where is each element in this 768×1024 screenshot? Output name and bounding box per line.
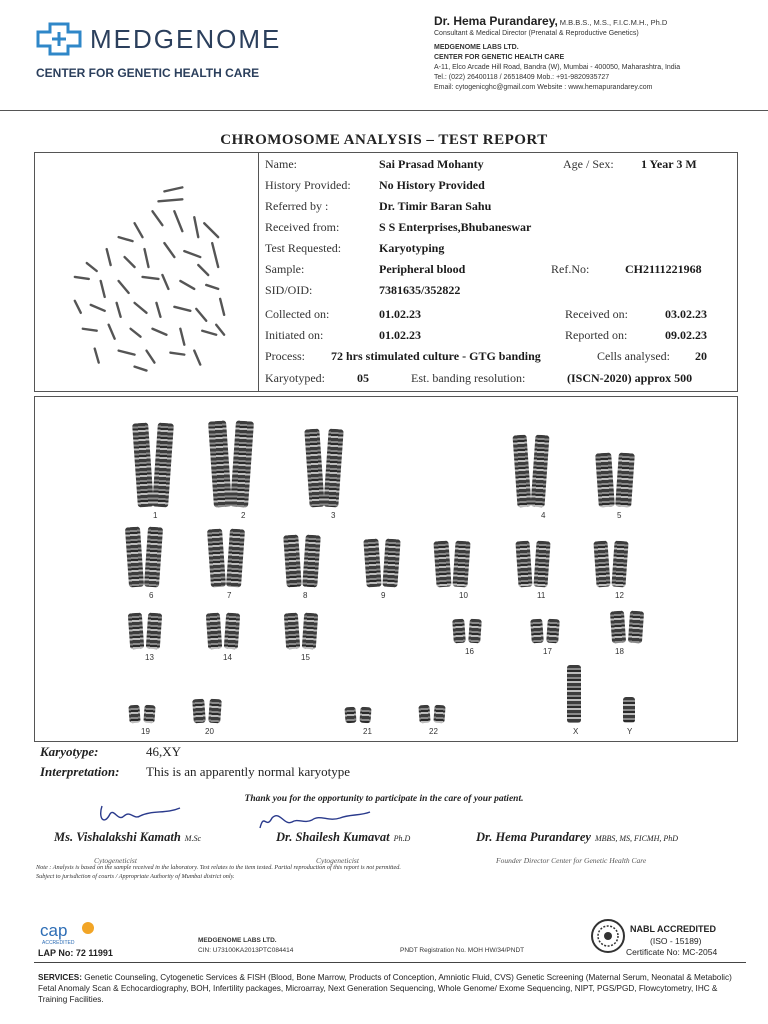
chromosome-label: 5 [617,511,622,520]
footer-cin: CIN: U73100KA2013PTC084414 [198,947,294,954]
chromosome-label: 12 [615,591,624,600]
chromosome-10a [433,541,451,588]
banding-label: Est. banding resolution: [411,371,526,385]
chromosome-12b [611,541,628,588]
chromosome-pair-13 [129,613,161,649]
footer-lab-name: MEDGENOME LABS LTD. [198,937,277,944]
chromosome-pair-19 [129,705,155,723]
initiated-value: 01.02.23 [379,328,421,342]
chromosome-6a [125,527,144,588]
chromosome-16b [468,619,482,644]
chromosome-label: 9 [381,591,386,600]
history-value: No History Provided [379,178,485,192]
lab-name: MEDGENOME LABS LTD. [434,44,519,51]
chromosome-label: 7 [227,591,232,600]
chromosome-8b [302,535,321,588]
letterhead [0,0,768,100]
nabl-seal-icon [590,918,626,954]
karyotype-label: Karyotype: [40,744,99,759]
chromosome-11b [533,541,550,588]
lab-telephone: Tel.: (022) 26400118 / 26518409 Mob.: +91-9820935727 [434,74,610,81]
received-from-value: S S Enterprises,Bhubaneswar [379,220,532,234]
chromosome-label: Y [627,727,633,736]
signatory-purandarey: Dr. Hema Purandarey MBBS, MS, FICMH, PhD Founder Director Center for Genetic Health Care [476,830,679,865]
chromosome-pair-17 [531,619,559,643]
chromosome-pair-15 [285,613,317,649]
doctor-name: Dr. Hema Purandarey, [434,14,558,28]
chromosome-12a [593,541,610,588]
test-label: Test Requested: [265,241,342,255]
cap-accredited-logo-icon [38,918,98,946]
chromosome-4b [531,435,550,508]
doctor-role: Consultant & Medical Director (Prenatal & Reproductive Genetics) [434,30,639,37]
chromosome-17a [530,619,544,644]
chromosome-label: 21 [363,727,372,736]
chromosome-pair-11 [517,541,549,587]
chromosome-label: X [573,727,579,736]
chromosome-label: 3 [331,511,336,520]
chromosome-3a [304,429,324,508]
chromosome-label: 6 [149,591,154,600]
chromosome-13b [146,613,162,650]
chromosome-6b [144,527,163,588]
chromosome-label: 2 [241,511,246,520]
reported-value: 09.02.23 [665,328,707,342]
referred-value: Dr. Timir Baran Sahu [379,199,492,213]
doctor-block [434,16,754,93]
chromosome-label: 17 [543,647,552,656]
process-value: 72 hrs stimulated culture - GTG banding [331,349,541,363]
chromosome-22b [433,705,445,724]
chromosome-pair-21 [345,707,371,723]
chromosome-22a [418,705,430,724]
chromosome-label: 19 [141,727,150,736]
chromosome-pair-3 [307,429,341,507]
chromosome-pair-4 [515,435,547,507]
patient-info-box [34,152,738,392]
report-note: Note : Analysis is based on the sample received in the laboratory. Test relates to the item tested. Partial reproduction of this report is not permitted. Subject to jurisdiction of courts / Appropriate Authority of Mumbai district only. [36,864,401,880]
chromosome-2b [230,420,254,507]
chromosome-label: 18 [615,647,624,656]
signatory-kumavat: Dr. Shailesh Kumavat Ph.D Cytogeneticist [276,830,411,865]
chromosome-X [567,665,581,723]
banding-value: (ISCN-2020) approx 500 [567,371,693,385]
sample-label: Sample: [265,262,305,276]
received-on-label: Received on: [565,307,628,321]
chromosome-21a [344,707,356,724]
received-from-label: Received from: [265,220,340,234]
nabl-title: NABL ACCREDITED [630,924,717,934]
report-title: CHROMOSOME ANALYSIS – TEST REPORT [220,132,548,148]
sid-value: 7381635/352822 [379,283,461,297]
chromosome-13a [128,613,144,650]
chromosome-21b [359,707,371,724]
chromosome-9b [382,539,400,588]
chromosome-pair-20 [193,699,221,723]
signature-kamath-image [96,802,186,828]
lab-address: A-11, Elco Arcade Hill Road, Bandra (W), Mumbai - 400050, Maharashtra, India [434,64,681,71]
svg-text:cap: cap [40,921,68,940]
chromosome-17b [546,619,560,644]
process-label: Process: [265,349,305,363]
sid-label: SID/OID: [265,283,313,297]
chromosome-pair-10 [435,541,469,587]
chromosome-label: 1 [153,511,158,520]
ref-value: CH2111221968 [625,262,702,276]
logo-name: MEDGENOME [90,24,282,54]
svg-text:ACCREDITED: ACCREDITED [42,940,75,946]
patient-name: Sai Prasad Mohanty [379,157,484,171]
chromosome-15b [302,613,318,650]
chromosome-label: 20 [205,727,214,736]
interpretation-label: Interpretation: [40,764,120,779]
chromosome-pair-2 [211,421,251,507]
chromosome-19b [143,705,155,724]
chromosome-1b [152,423,174,508]
footer-divider [34,962,746,963]
chromosome-pair-22 [419,705,445,723]
interpretation-value: This is an apparently normal karyotype [146,764,350,779]
chromosome-7a [207,529,226,588]
lab-email: Email: cytogenicghc@gmail.com Website : www.hemapurandarey.com [434,84,653,91]
chromosome-pair-7 [209,529,243,587]
doctor-qualifications: M.B.B.S., M.S., F.I.C.M.H., Ph.D [559,18,668,27]
chromosome-5b [615,453,635,508]
chromosome-7b [226,529,245,588]
chromosome-pair-9 [365,539,399,587]
received-on-value: 03.02.23 [665,307,707,321]
ref-label: Ref.No: [551,262,590,276]
medgenome-logo-icon [36,22,82,56]
lap-number: LAP No: 72 11991 [38,948,113,958]
karyotyped-label: Karyotyped: [265,371,325,385]
chromosome-14b [224,613,240,650]
chromosome-18b [628,611,644,644]
chromosome-Y [623,697,635,723]
chromosome-pair-5 [597,453,633,507]
chromosome-pair-1 [135,423,171,507]
initiated-label: Initiated on: [265,328,324,342]
cells-label: Cells analysed: [597,349,670,363]
chromosome-label: 11 [537,591,546,600]
chromosome-pair-16 [453,619,481,643]
header-divider [0,110,768,111]
chromosome-4a [513,435,532,508]
chromosome-9a [363,539,381,588]
chromosome-5a [595,453,615,508]
chromosome-1a [132,423,154,508]
services-list: SERVICES: Genetic Counseling, Cytogenetic Services & FISH (Blood, Bone Marrow, Products of Conception, Amniotic Fluid, CVS) Genetic Screening (Maternal Serum, Neonatal & Metabolic) Fetal Anomaly Scan & Echocardiography, BOH, Infertility packages, Microarray, Next Generation Sequencing, Whole Genome/ Exome Sequencing, NIPT, PGS/PGD, Flowcytometry, IHC & Training Facilities. [38,973,732,1004]
chromosome-15a [284,613,300,650]
history-label: History Provided: [265,178,351,192]
chromosome-pair-14 [207,613,239,649]
chromosome-20b [208,699,222,724]
logo-tagline: CENTER FOR GENETIC HEALTH CARE [36,66,260,80]
chromosome-10b [452,541,470,588]
chromosome-2a [208,420,232,507]
cells-value: 20 [695,349,707,363]
chromosome-pair-6 [127,527,161,587]
chromosome-label: 16 [465,647,474,656]
karyotype-value: 46,XY [146,744,182,759]
referred-label: Referred by : [265,199,329,213]
collected-label: Collected on: [265,307,330,321]
chromosome-pair-18 [611,611,643,643]
signatory-kamath: Ms. Vishalakshi Kamath M.Sc Cytogeneticist [54,830,202,865]
chromosome-label: 13 [145,653,154,662]
metaphase-spread-image [35,153,259,391]
chromosome-label: 8 [303,591,308,600]
chromosome-label: 22 [429,727,438,736]
chromosome-19a [128,705,140,724]
reported-label: Reported on: [565,328,628,342]
name-label: Name: [265,157,297,171]
nabl-iso: (ISO - 15189) [650,936,702,946]
thanks-note: Thank you for the opportunity to participate in the care of your patient. [244,794,524,804]
chromosome-11a [515,541,532,588]
lab-center: CENTER FOR GENETIC HEALTH CARE [434,54,565,61]
chromosome-label: 10 [459,591,468,600]
collected-value: 01.02.23 [379,307,421,321]
patient-age: 1 Year 3 M [641,157,697,171]
chromosome-18a [610,611,626,644]
test-value: Karyotyping [379,241,445,255]
karyogram-panel [34,396,738,742]
chromosome-label: 14 [223,653,232,662]
sample-value: Peripheral blood [379,262,466,276]
age-sex-label: Age / Sex: [563,157,614,171]
chromosome-3b [323,429,343,508]
chromosome-8a [283,535,302,588]
chromosome-pair-12 [595,541,627,587]
footer-pndt: PNDT Registration No. MOH HW/34/PNDT [400,947,525,954]
chromosome-16a [452,619,466,644]
chromosome-label: 15 [301,653,310,662]
chromosome-14a [206,613,222,650]
chromosome-pair-8 [285,535,319,587]
nabl-certificate: Certificate No: MC-2054 [626,947,718,957]
chromosome-20a [192,699,206,724]
chromosome-label: 4 [541,511,546,520]
karyotyped-value: 05 [357,371,369,385]
